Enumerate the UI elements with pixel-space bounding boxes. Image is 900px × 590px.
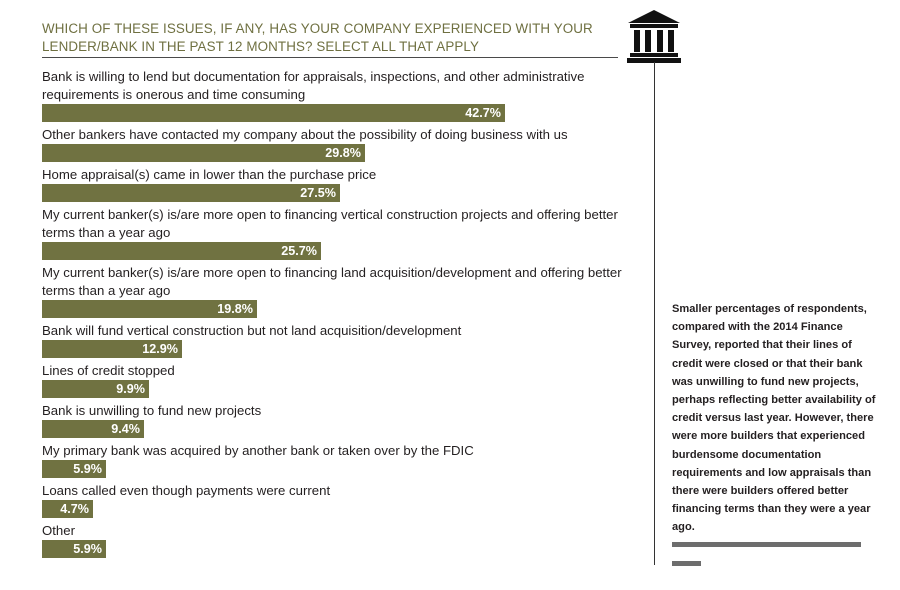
bar-value-label: 42.7% [465,106,501,120]
category-label: Bank will fund vertical construction but not land acquisition/development [42,323,462,338]
bar-value-label: 4.7% [60,502,89,516]
bar-value-label: 25.7% [281,244,317,258]
category-label: Home appraisal(s) came in lower than the purchase price [42,167,377,182]
category-label: Bank is willing to lend but documentation for appraisals, inspections, and other administrative requirements is onerous and time consuming [42,69,585,102]
bar-value-label: 5.9% [73,542,102,556]
chart-title: WHICH OF THESE ISSUES, IF ANY, HAS YOUR COMPANY EXPERIENCED WITH YOUR LENDER/BANK IN THE PAST 12 MONTHS? SELECT ALL THAT APPLY [42,21,593,54]
category-label: My current banker(s) is/are more open to financing vertical construction projects and offering better terms than a year ago [42,207,618,240]
decorative-bar-short [672,561,701,566]
bar-value-label: 27.5% [300,186,336,200]
category-label: My primary bank was acquired by another bank or taken over by the FDIC [42,443,474,458]
category-label: Lines of credit stopped [42,363,175,378]
category-label: Bank is unwilling to fund new projects [42,403,262,418]
title-divider [42,57,618,58]
bar-value-label: 12.9% [142,342,178,356]
category-label: Loans called even though payments were current [42,483,331,498]
bank-building-icon [626,8,682,64]
category-label: My current banker(s) is/are more open to financing land acquisition/development and offering better terms than a year ago [42,265,622,298]
bar-chart [42,68,632,573]
vertical-divider [654,62,655,565]
bar-value-label: 5.9% [73,462,102,476]
side-note: Smaller percentages of respondents, compared with the 2014 Finance Survey, reported that their lines of credit were closed or that their bank was unwilling to fund new projects, perhaps reflecting better availability of credit versus last year. However, there were more builders that experienced burdensome documentation requirements and low appraisals than there were builders offered better financing terms than they were a year ago. [672,303,876,534]
category-label: Other [42,523,75,538]
decorative-bar-long [672,542,861,547]
category-label: Other bankers have contacted my company about the possibility of doing business with us [42,127,568,142]
bar-value-label: 29.8% [325,146,361,160]
bar-value-label: 19.8% [217,302,253,316]
bar-value-label: 9.4% [111,422,140,436]
bar-value-label: 9.9% [116,382,145,396]
